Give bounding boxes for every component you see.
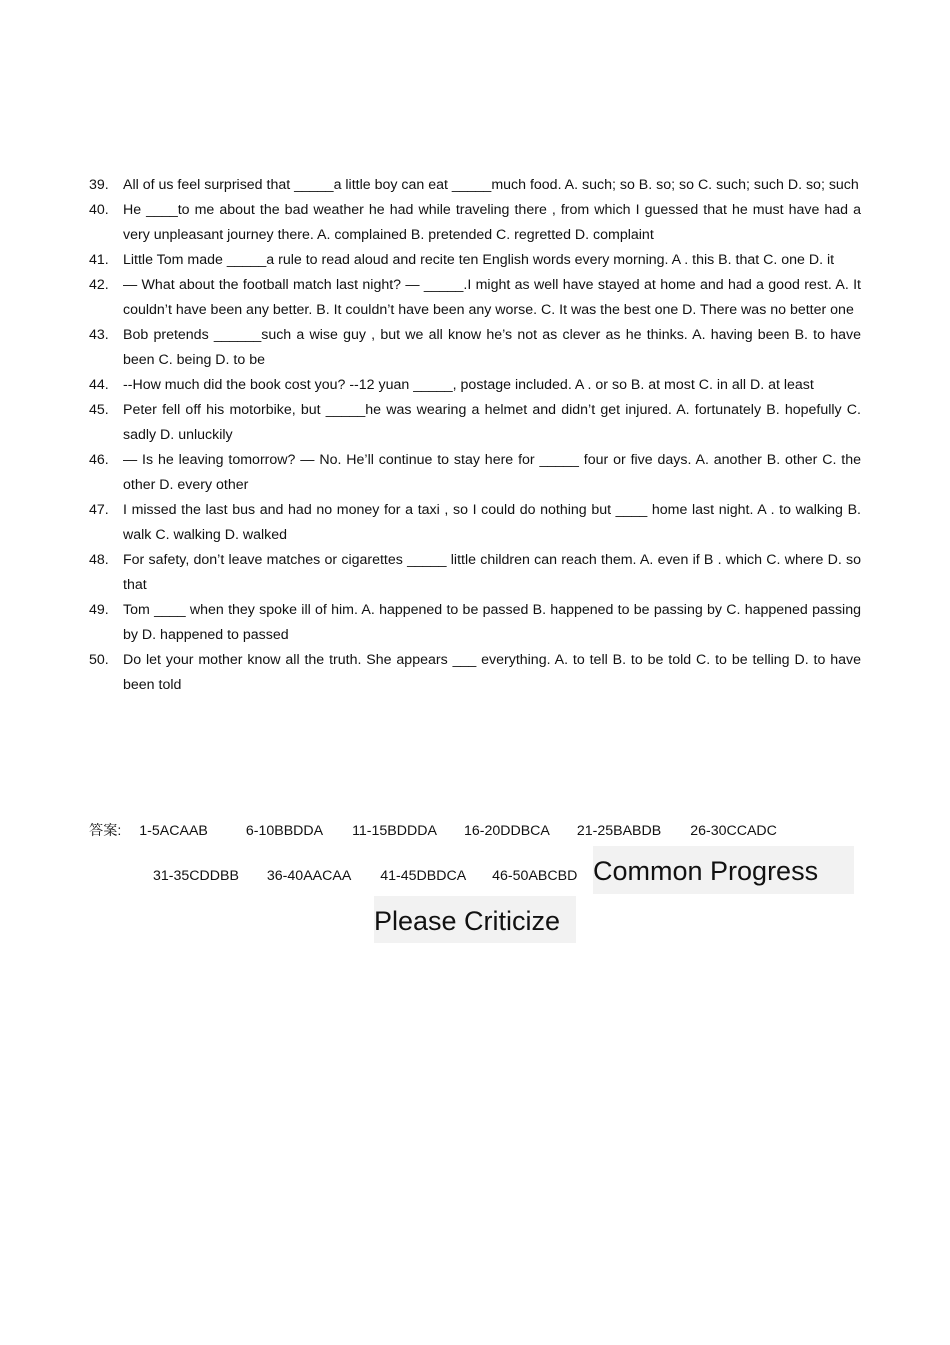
please-criticize-label: Please Criticize bbox=[374, 896, 576, 943]
question-item bbox=[89, 248, 861, 273]
question-text: I missed the last bus and had no money for a taxi , so I could do nothing but ____ home last night. A . to walking B. walk C. walking D. walked bbox=[123, 502, 861, 543]
question-number: 45. bbox=[89, 402, 109, 418]
answer-label: 答案: bbox=[89, 823, 122, 839]
question-text: All of us feel surprised that _____a little boy can eat _____much food. A. such; so B. so; so C. such; such D. so; such bbox=[123, 177, 859, 193]
question-item bbox=[89, 198, 861, 248]
question-number: 42. bbox=[89, 277, 109, 293]
question-number: 46. bbox=[89, 452, 109, 468]
question-item bbox=[89, 548, 861, 598]
question-number: 50. bbox=[89, 652, 109, 668]
question-text: For safety, don’t leave matches or cigarettes _____ little children can reach them. A. even if B . which C. where D. so that bbox=[123, 552, 861, 593]
answer-row bbox=[153, 868, 598, 884]
answer-group: 21-25BABDB bbox=[576, 823, 662, 839]
question-item bbox=[89, 398, 861, 448]
question-item bbox=[89, 173, 861, 198]
question-item bbox=[89, 648, 861, 698]
question-number: 41. bbox=[89, 252, 109, 268]
question-number: 49. bbox=[89, 602, 109, 618]
question-text: Bob pretends ______such a wise guy , but we all know he’s not as clever as he thinks. A. having been B. to have been C. being D. to be bbox=[123, 327, 861, 368]
common-progress-label: Common Progress bbox=[593, 846, 854, 894]
question-number: 43. bbox=[89, 327, 109, 343]
question-list bbox=[89, 173, 861, 698]
answer-group: 31-35CDDBB bbox=[153, 868, 239, 884]
question-item bbox=[89, 373, 861, 398]
question-number: 47. bbox=[89, 502, 109, 518]
question-number: 40. bbox=[89, 202, 109, 218]
answer-group: 26-30CCADC bbox=[690, 823, 777, 839]
answer-group: 6-10BBDDA bbox=[245, 823, 324, 839]
question-number: 39. bbox=[89, 177, 109, 193]
question-item bbox=[89, 498, 861, 548]
answer-group: 36-40AACAA bbox=[266, 868, 352, 884]
question-text: Do let your mother know all the truth. She appears ___ everything. A. to tell B. to be told C. to be telling D. to have been told bbox=[123, 652, 861, 693]
question-number: 44. bbox=[89, 377, 109, 393]
answer-group: 41-45DBDCA bbox=[380, 868, 467, 884]
question-text: Tom ____ when they spoke ill of him. A. happened to be passed B. happened to be passing by C. happened passing by D. happened to passed bbox=[123, 602, 861, 643]
answer-row bbox=[89, 820, 798, 840]
answer-group: 1-5ACAAB bbox=[139, 823, 208, 839]
question-item bbox=[89, 273, 861, 323]
question-number: 48. bbox=[89, 552, 109, 568]
question-text: He ____to me about the bad weather he had while traveling there , from which I guessed that he must have had a very unpleasant journey there. A. complained B. pretended C. regretted D. complaint bbox=[123, 202, 861, 243]
answer-group: 16-20DDBCA bbox=[463, 823, 550, 839]
question-text: --How much did the book cost you? --12 yuan _____, postage included. A . or so B. at most C. in all D. at least bbox=[123, 377, 814, 393]
question-text: — What about the football match last night? — _____.I might as well have stayed at home and had a good rest. A. It couldn’t have been any better. B. It couldn’t have been any worse. C. It was the best one D. There was no better one bbox=[123, 277, 861, 318]
question-item bbox=[89, 598, 861, 648]
answer-group: 11-15BDDDA bbox=[352, 823, 437, 839]
question-item bbox=[89, 448, 861, 498]
question-text: Peter fell off his motorbike, but _____he was wearing a helmet and didn’t get injured. A. fortunately B. hopefully C. sadly D. unluckily bbox=[123, 402, 861, 443]
answer-group: 46-50ABCBD bbox=[492, 868, 578, 884]
question-text: Little Tom made _____a rule to read aloud and recite ten English words every morning. A . this B. that C. one D. it bbox=[123, 252, 835, 268]
question-text: — Is he leaving tomorrow? — No. He’ll continue to stay here for _____ four or five days. A. another B. other C. the other D. every other bbox=[123, 452, 861, 493]
question-item bbox=[89, 323, 861, 373]
